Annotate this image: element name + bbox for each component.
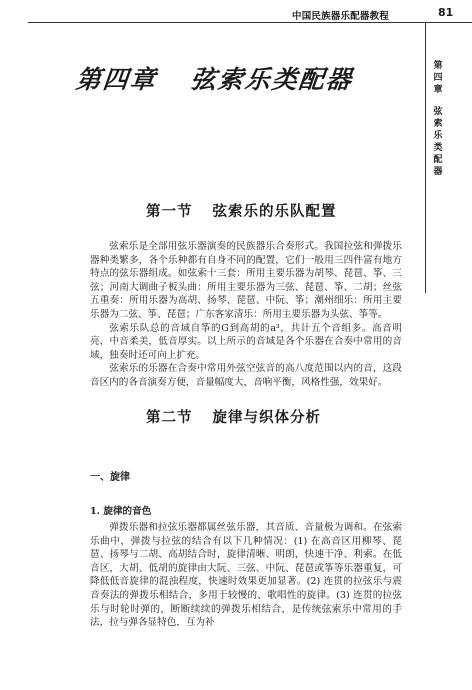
side-tab-chapter-number: 第四章 xyxy=(433,61,443,95)
section-number: 第一节 xyxy=(146,204,193,220)
sub-subheading: 1. 旋律的音色 xyxy=(90,506,152,517)
section-heading-2 xyxy=(146,406,321,427)
header-rule xyxy=(28,22,472,23)
page-number: 81 xyxy=(438,6,454,19)
paragraph: 弦索乐是全部用弦乐器演奏的民族器乐合奏形式。我国拉弦和弹拨乐器种类繁多，各个乐种都有自身不同的配置，它们一般用三四件富有地方特点的弦乐器组成。如弦索十三套：所用主要乐器为胡琴、琵琶、筝、三弦；河南大调曲子板头曲：所用主要乐器为三弦、琵琶、筝、二胡；丝弦五重奏：所用乐器为高胡、扬琴、琵琶、中阮、筝；潮州细乐：所用主要乐器为二弦、筝、琵琶；广东客家清乐：所用主要乐器为头弦、筝等。 xyxy=(90,241,402,320)
section-title: 旋律与织体分析 xyxy=(212,410,321,426)
paragraph: 弦索乐队总的音域自筝的G到高胡的a³，共计五个音组多。高音明亮，中音柔美，低音厚实。以上所示的音域是各个乐器在合奏中常用的音域，独奏时还可向上扩充。 xyxy=(90,322,402,361)
chapter-heading xyxy=(74,60,355,96)
section-title: 弦索乐的乐队配置 xyxy=(212,204,337,220)
section-number: 第二节 xyxy=(146,410,193,426)
running-header xyxy=(0,0,472,24)
side-rule xyxy=(425,23,426,293)
chapter-number: 第四章 xyxy=(74,65,159,94)
section-heading-1 xyxy=(146,200,337,221)
paragraph: 弦索乐的乐器在合奏中常用外弦空弦音的高八度范围以内的音，这段音区内的各音演奏方便，音量幅度大，音响平衡，风格性强，效果好。 xyxy=(90,363,402,388)
book-title: 中国民族器乐配器教程 xyxy=(292,11,390,22)
side-tab-chapter-title: 弦索乐类配器 xyxy=(433,107,443,177)
subheading: 一、旋律 xyxy=(90,472,130,483)
side-chapter-tab xyxy=(430,60,446,178)
chapter-title: 弦索乐类配器 xyxy=(189,65,355,94)
section-2-body xyxy=(90,521,402,630)
section-1-body xyxy=(90,240,402,390)
paragraph: 弹拨乐器和拉弦乐器都属丝弦乐器，其音质、音量极为调和。在弦索乐曲中，弹拨与拉弦的结合有以下几种情况：(1) 在高音区用柳琴、琵琶、扬琴与二胡、高胡结合时，旋律清晰、明朗，快速干净、利索。在低音区，大胡、低胡的旋律由大阮、三弦、中阮、琵琶或筝等乐器重复，可降低低音旋律的混浊程度，快速时效果更加显著。(2) 连贯的拉弦乐与震音奏法的弹拨乐相结合，多用于较慢的、歌唱性的旋律。(3) 连贯的拉弦乐与时轮时弹的，断断续续的弹拨乐相结合，是传统弦索乐中常用的手法，拉与弹各显特色，互为补 xyxy=(90,522,402,629)
